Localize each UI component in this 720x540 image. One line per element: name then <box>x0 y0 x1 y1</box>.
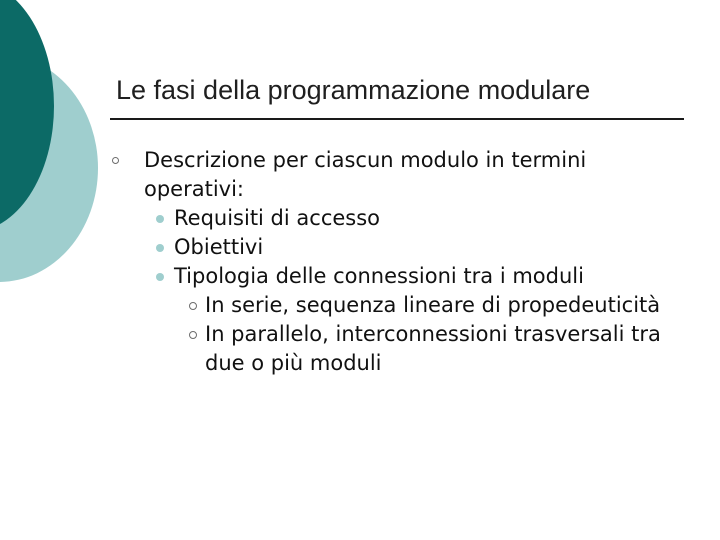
list-item <box>112 291 692 320</box>
slide-title: Le fasi della programmazione modulare <box>116 75 591 105</box>
list-item <box>112 204 692 233</box>
bullet-list <box>112 146 692 378</box>
list-item <box>112 320 692 378</box>
list-item-text: Obiettivi <box>174 235 264 259</box>
filled-circle-icon <box>156 244 164 252</box>
hollow-circle-icon <box>189 331 197 339</box>
list-item-text: Requisiti di accesso <box>174 206 381 230</box>
title-divider <box>110 118 684 120</box>
hollow-circle-icon <box>112 157 119 164</box>
hollow-circle-icon <box>189 302 197 310</box>
filled-circle-icon <box>156 273 164 281</box>
list-item-text: Descrizione per ciascun modulo in termini operativi: <box>144 148 587 201</box>
list-item <box>112 233 692 262</box>
list-item <box>112 262 692 291</box>
list-item <box>112 146 692 204</box>
list-item-text: Tipologia delle connessioni tra i moduli <box>174 264 584 288</box>
list-item-text: In parallelo, interconnessioni trasversali tra due o più moduli <box>205 322 661 375</box>
list-item-text: In serie, sequenza lineare di propedeuticità <box>205 293 661 317</box>
filled-circle-icon <box>156 215 164 223</box>
